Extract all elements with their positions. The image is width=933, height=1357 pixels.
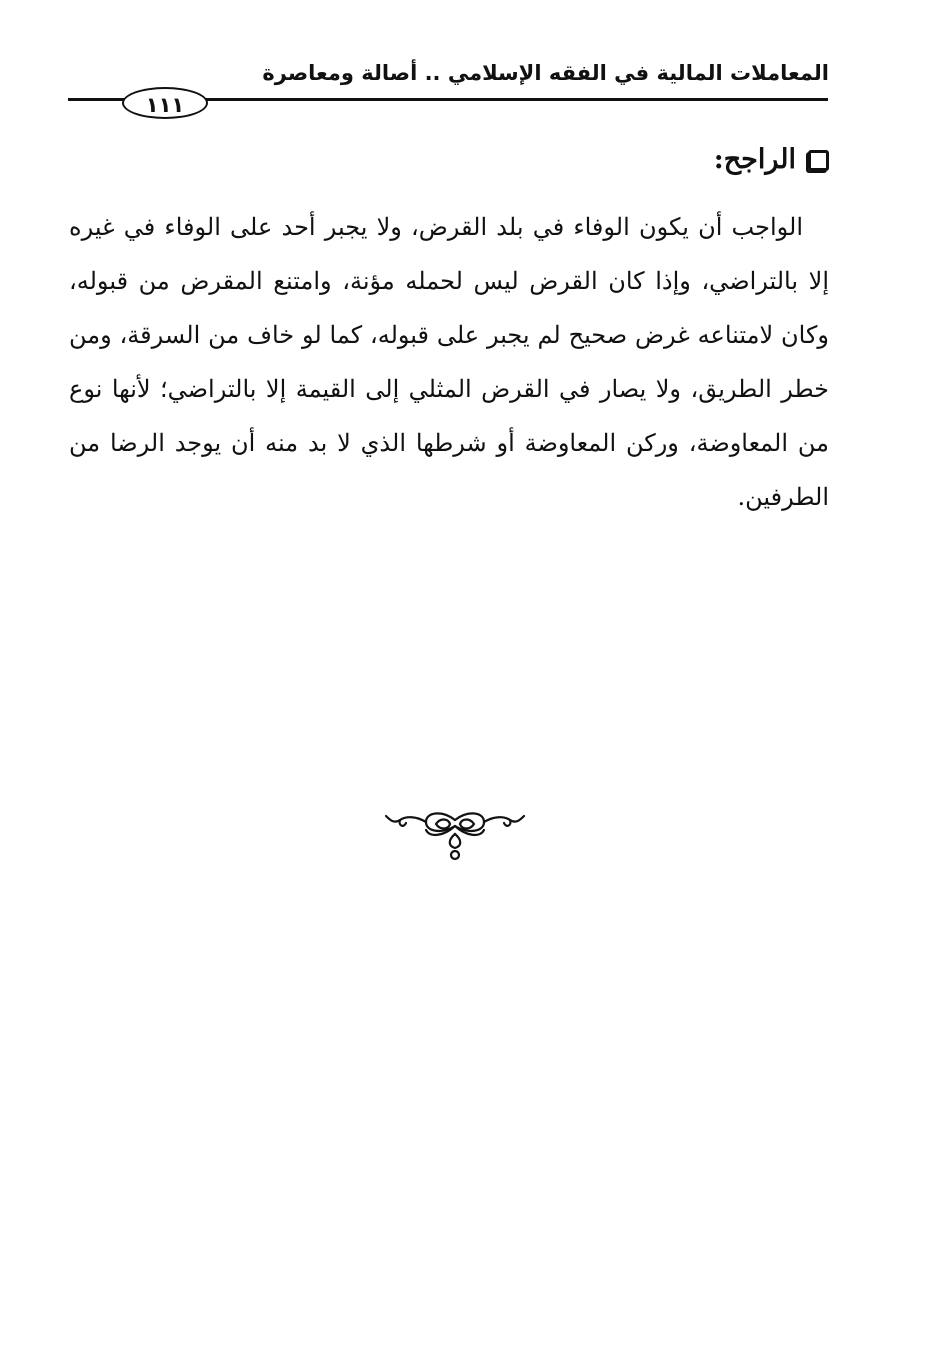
checkbox-icon <box>808 150 829 171</box>
running-header-title: المعاملات المالية في الفقه الإسلامي .. أصالة ومعاصرة <box>262 61 829 85</box>
page-number-badge: ١١١ <box>122 87 208 119</box>
ornament-icon <box>382 806 528 864</box>
body-paragraph: الواجب أن يكون الوفاء في بلد القرض، ولا يجبر أحد على الوفاء في غيره إلا بالتراضي، وإذا كان القرض ليس لحمله مؤنة، وامتنع المقرض من قبوله، وكان لامتناعه غرض صحيح لم يجبر على قبوله، كما لو خاف من السرقة، ومن خطر الطريق، ولا يصار في القرض المثلي إلى القيمة إلا بالتراضي؛ لأنها نوع من المعاوضة، وركن المعاوضة أو شرطها الذي لا بد منه أن يوجد الرضا من الطرفين. <box>69 213 829 511</box>
section-heading-label: الراجح: <box>713 144 796 175</box>
section-heading <box>714 142 829 178</box>
